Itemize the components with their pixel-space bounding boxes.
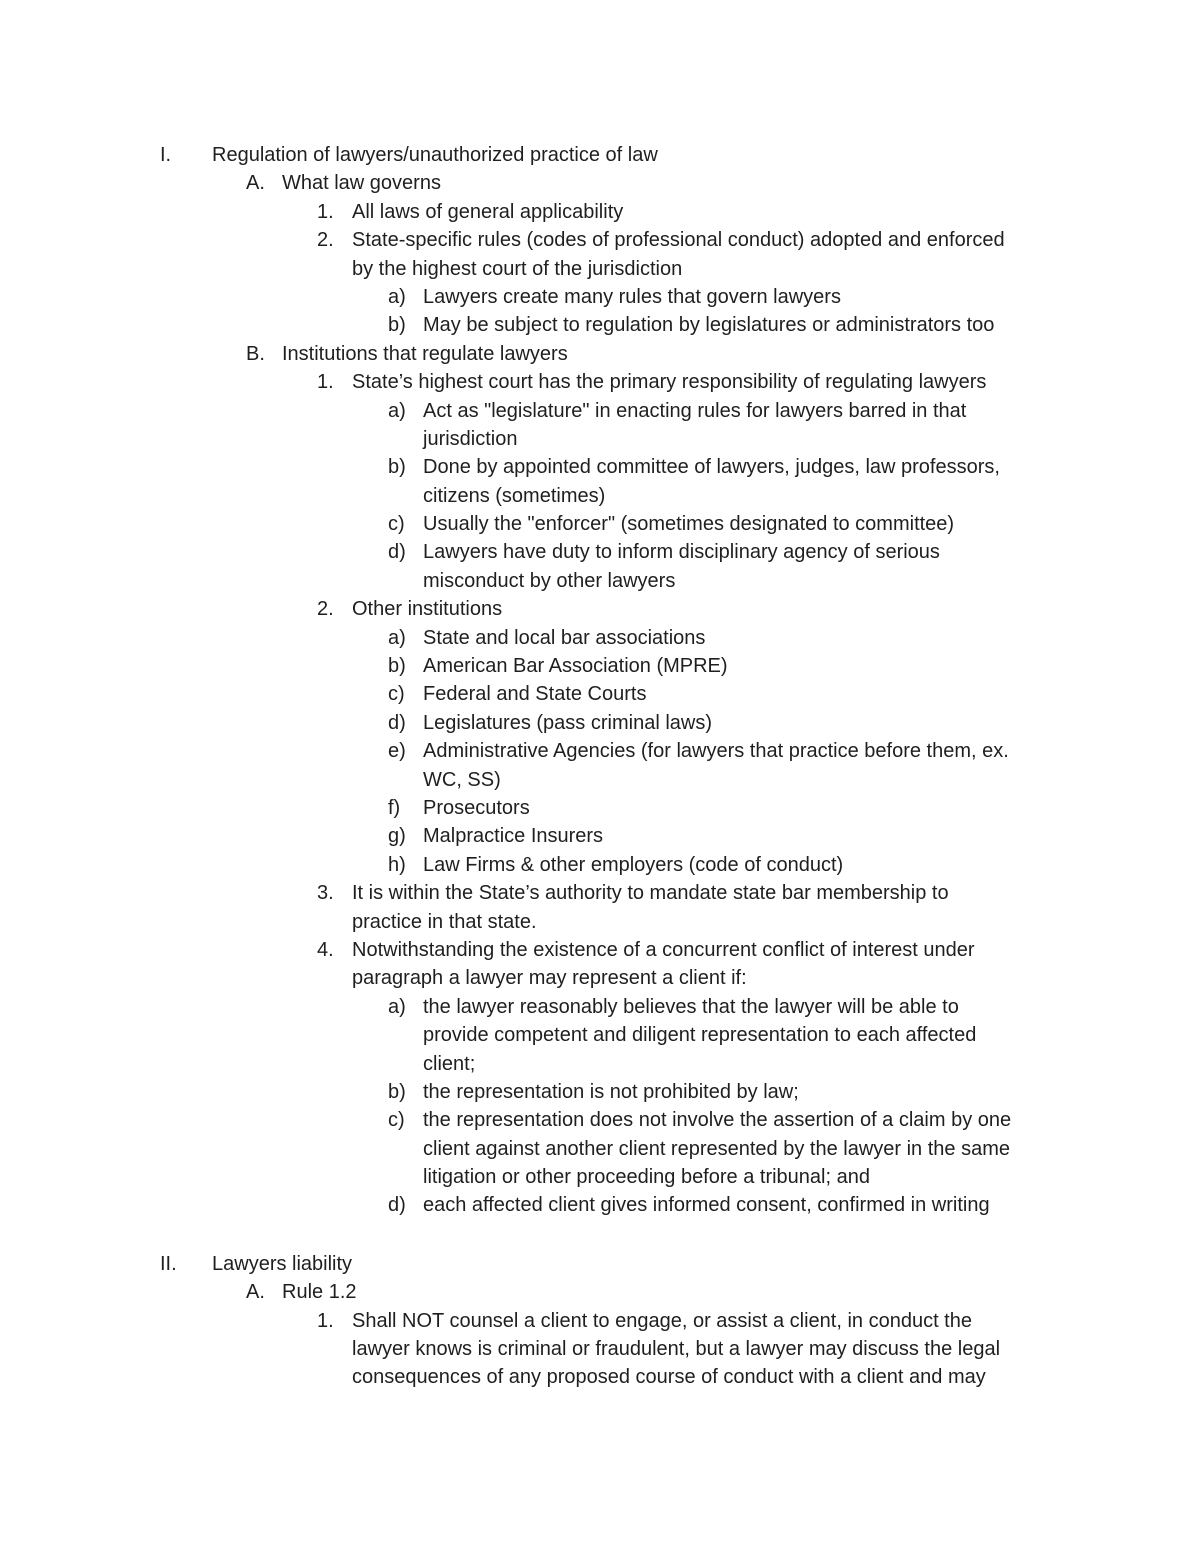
outline-line-level-4	[0, 482, 1200, 510]
outline-marker: A.	[246, 1281, 265, 1304]
outline-text: Malpractice Insurers	[423, 825, 604, 848]
outline-marker: b)	[388, 1080, 406, 1103]
outline-text: WC, SS)	[423, 768, 501, 791]
outline-line-level-4	[0, 1106, 1200, 1134]
outline-marker: 1.	[317, 200, 334, 223]
outline-marker: c)	[388, 1109, 405, 1132]
outline-line-level-4	[0, 737, 1200, 765]
outline-text: citizens (sometimes)	[423, 484, 606, 507]
outline-marker: d)	[388, 541, 406, 564]
outline-text: Lawyers liability	[212, 1252, 353, 1275]
outline-line-level-3	[0, 1307, 1200, 1335]
outline-text: consequences of any proposed course of conduct with a client and may	[352, 1366, 986, 1389]
outline-line-level-4	[0, 1191, 1200, 1219]
document-page	[0, 141, 1200, 1392]
outline-text: State’s highest court has the primary responsibility of regulating lawyers	[352, 371, 987, 394]
outline-text: paragraph a lawyer may represent a client if:	[352, 967, 747, 990]
outline-text: Shall NOT counsel a client to engage, or assist a client, in conduct the	[352, 1309, 972, 1332]
outline-marker: a)	[388, 285, 406, 308]
outline-line-level-4	[0, 766, 1200, 794]
outline-line-level-2	[0, 1278, 1200, 1306]
outline-line-level-4	[0, 1135, 1200, 1163]
outline-text: Other institutions	[352, 598, 503, 621]
outline-line-level-4	[0, 709, 1200, 737]
outline-text: Done by appointed committee of lawyers, judges, law professors,	[423, 456, 1000, 479]
outline-marker: h)	[388, 853, 406, 876]
outline-text: May be subject to regulation by legislatures or administrators too	[423, 314, 995, 337]
outline-marker: c)	[388, 683, 405, 706]
outline-text: Administrative Agencies (for lawyers that practice before them, ex.	[423, 740, 1009, 763]
outline-line-level-4	[0, 283, 1200, 311]
outline-text: Legislatures (pass criminal laws)	[423, 711, 712, 734]
outline-text: each affected client gives informed consent, confirmed in writing	[423, 1194, 990, 1217]
outline-marker: a)	[388, 995, 406, 1018]
outline-text: by the highest court of the jurisdiction	[352, 257, 683, 280]
outline-line-level-4	[0, 822, 1200, 850]
outline-line-level-4	[0, 993, 1200, 1021]
outline-text: lawyer knows is criminal or fraudulent, but a lawyer may discuss the legal	[352, 1338, 1001, 1361]
section-spacer	[0, 1220, 1200, 1250]
outline-marker: B.	[246, 342, 265, 365]
outline-marker: e)	[388, 740, 406, 763]
outline-line-level-3	[0, 226, 1200, 254]
outline-text: Law Firms & other employers (code of conduct)	[423, 853, 844, 876]
outline-line-level-3	[0, 1335, 1200, 1363]
outline-line-level-3	[0, 198, 1200, 226]
outline-line-level-4	[0, 510, 1200, 538]
outline-text: the representation is not prohibited by law;	[423, 1080, 799, 1103]
outline-line-level-1	[0, 1250, 1200, 1278]
outline-line-level-4	[0, 453, 1200, 481]
outline-marker: b)	[388, 655, 406, 678]
outline-line-level-4	[0, 652, 1200, 680]
outline-text: client against another client represented by the lawyer in the same	[423, 1137, 1011, 1160]
outline-text: Regulation of lawyers/unauthorized practice of law	[212, 144, 658, 166]
outline-marker: a)	[388, 626, 406, 649]
outline-marker: 2.	[317, 229, 334, 252]
outline-marker: A.	[246, 172, 265, 195]
outline-marker: c)	[388, 513, 405, 536]
outline-line-level-1	[0, 141, 1200, 169]
outline-text: Federal and State Courts	[423, 683, 647, 706]
outline-line-level-3	[0, 936, 1200, 964]
outline-line-level-4	[0, 1078, 1200, 1106]
outline-line-level-3	[0, 879, 1200, 907]
outline-line-level-4	[0, 1050, 1200, 1078]
outline-text: Institutions that regulate lawyers	[282, 342, 568, 365]
outline-line-level-4	[0, 397, 1200, 425]
outline-text: American Bar Association (MPRE)	[423, 655, 728, 678]
outline-text: Act as "legislature" in enacting rules for lawyers barred in that	[423, 399, 967, 422]
outline-text: Notwithstanding the existence of a concurrent conflict of interest under	[352, 938, 975, 961]
outline-marker: b)	[388, 314, 406, 337]
outline-marker: I.	[160, 144, 172, 166]
outline-text: the representation does not involve the assertion of a claim by one	[423, 1109, 1012, 1132]
outline-line-level-3	[0, 368, 1200, 396]
outline-text: jurisdiction	[423, 427, 518, 450]
outline-line-level-4	[0, 1163, 1200, 1191]
outline-marker: 1.	[317, 371, 334, 394]
outline-text: Lawyers have duty to inform disciplinary agency of serious	[423, 541, 940, 564]
outline-text: It is within the State’s authority to mandate state bar membership to	[352, 882, 949, 905]
outline-marker: II.	[160, 1252, 177, 1275]
outline-line-level-3	[0, 255, 1200, 283]
outline-line-level-4	[0, 851, 1200, 879]
outline-line-level-3	[0, 1363, 1200, 1391]
outline-line-level-3	[0, 908, 1200, 936]
outline-text: the lawyer reasonably believes that the lawyer will be able to	[423, 995, 959, 1018]
outline-marker: a)	[388, 399, 406, 422]
outline-line-level-2	[0, 169, 1200, 197]
outline-line-level-4	[0, 794, 1200, 822]
outline-text: practice in that state.	[352, 910, 537, 933]
outline-marker: g)	[388, 825, 406, 848]
outline-text: provide competent and diligent representation to each affected	[423, 1024, 977, 1047]
outline-text: State and local bar associations	[423, 626, 706, 649]
outline-marker: b)	[388, 456, 406, 479]
outline-marker: 2.	[317, 598, 334, 621]
outline-text: Usually the "enforcer" (sometimes designated to committee)	[423, 513, 955, 536]
outline-line-level-4	[0, 567, 1200, 595]
outline-line-level-4	[0, 538, 1200, 566]
outline-line-level-2	[0, 340, 1200, 368]
outline-line-level-4	[0, 311, 1200, 339]
outline-line-level-4	[0, 624, 1200, 652]
outline-line-level-3	[0, 964, 1200, 992]
outline-line-level-4	[0, 1021, 1200, 1049]
outline-text: Lawyers create many rules that govern lawyers	[423, 285, 841, 308]
outline-marker: d)	[388, 1194, 406, 1217]
outline-marker: 4.	[317, 938, 334, 961]
outline-marker: 1.	[317, 1309, 334, 1332]
outline-text: Rule 1.2	[282, 1281, 357, 1304]
outline-marker: 3.	[317, 882, 334, 905]
outline-marker: f)	[388, 796, 401, 819]
outline-line-level-4	[0, 680, 1200, 708]
outline-text: State-specific rules (codes of professional conduct) adopted and enforced	[352, 229, 1005, 252]
outline-text: client;	[423, 1052, 476, 1075]
outline-text: All laws of general applicability	[352, 200, 624, 223]
outline-text: What law governs	[282, 172, 441, 195]
outline-text: misconduct by other lawyers	[423, 569, 676, 592]
outline-text: litigation or other proceeding before a tribunal; and	[423, 1166, 870, 1189]
outline-text: Prosecutors	[423, 796, 530, 819]
outline-marker: d)	[388, 711, 406, 734]
outline-line-level-4	[0, 425, 1200, 453]
outline-line-level-3	[0, 595, 1200, 623]
